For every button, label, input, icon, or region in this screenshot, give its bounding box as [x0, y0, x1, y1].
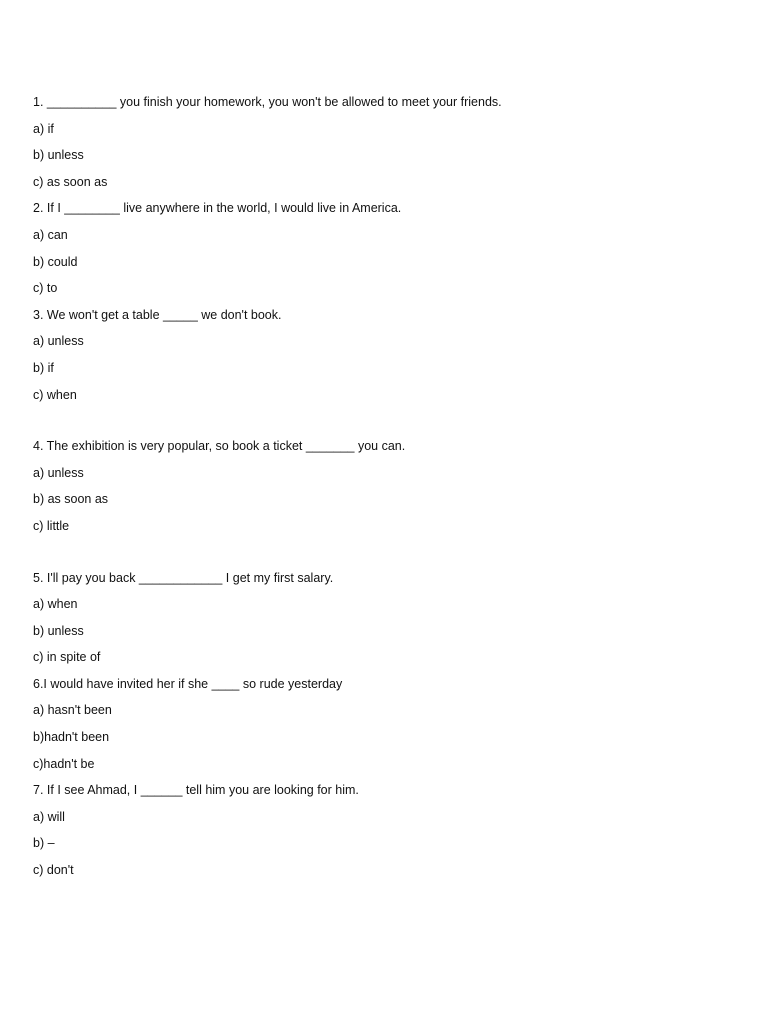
question-6-option-a: a) hasn't been: [33, 703, 112, 718]
question-2-option-c: c) to: [33, 281, 58, 296]
question-1-option-a: a) if: [33, 121, 54, 136]
quiz-list: [33, 94, 733, 889]
blank-line: [33, 545, 733, 570]
question-3-option-b: b) if: [33, 360, 54, 375]
question-6-option-b: b)hadn't been: [33, 730, 110, 745]
question-4-option-a: a) unless: [33, 465, 84, 480]
question-1-text: 1. __________ you finish your homework, you won't be allowed to meet your friends.: [33, 95, 502, 109]
question-6-option-c: c)hadn't be: [33, 756, 95, 771]
blank-line: [33, 413, 733, 438]
question-5-option-c: c) in spite of: [33, 650, 101, 665]
question-5-text: 5. I'll pay you back ____________ I get my first salary.: [33, 570, 334, 585]
question-4-option-b: b) as soon as: [33, 492, 109, 507]
question-2-text: 2. If I ________ live anywhere in the world, I would live in America.: [33, 201, 402, 216]
question-7-option-c: c) don't: [33, 863, 74, 878]
question-3-text: 3. We won't get a table _____ we don't book.: [33, 307, 282, 322]
question-2-option-a: a) can: [33, 227, 68, 242]
question-5-option-a: a) when: [33, 597, 78, 612]
question-5-option-b: b) unless: [33, 623, 84, 638]
question-3-option-c: c) when: [33, 387, 77, 402]
question-7-text: 7. If I see Ahmad, I ______ tell him you are looking for him.: [33, 783, 359, 798]
question-4-option-c: c) little: [33, 518, 70, 533]
question-1-option-c: c) as soon as: [33, 174, 108, 189]
question-4-text: 4. The exhibition is very popular, so book a ticket _______ you can.: [33, 439, 406, 454]
question-2-option-b: b) could: [33, 254, 78, 269]
question-7-option-b: b) –: [33, 836, 55, 851]
question-3-option-a: a) unless: [33, 334, 84, 349]
question-6-text: 6.I would have invited her if she ____ so rude yesterday: [33, 676, 343, 691]
question-1-option-b: b) unless: [33, 148, 84, 163]
question-7-option-a: a) will: [33, 809, 65, 824]
